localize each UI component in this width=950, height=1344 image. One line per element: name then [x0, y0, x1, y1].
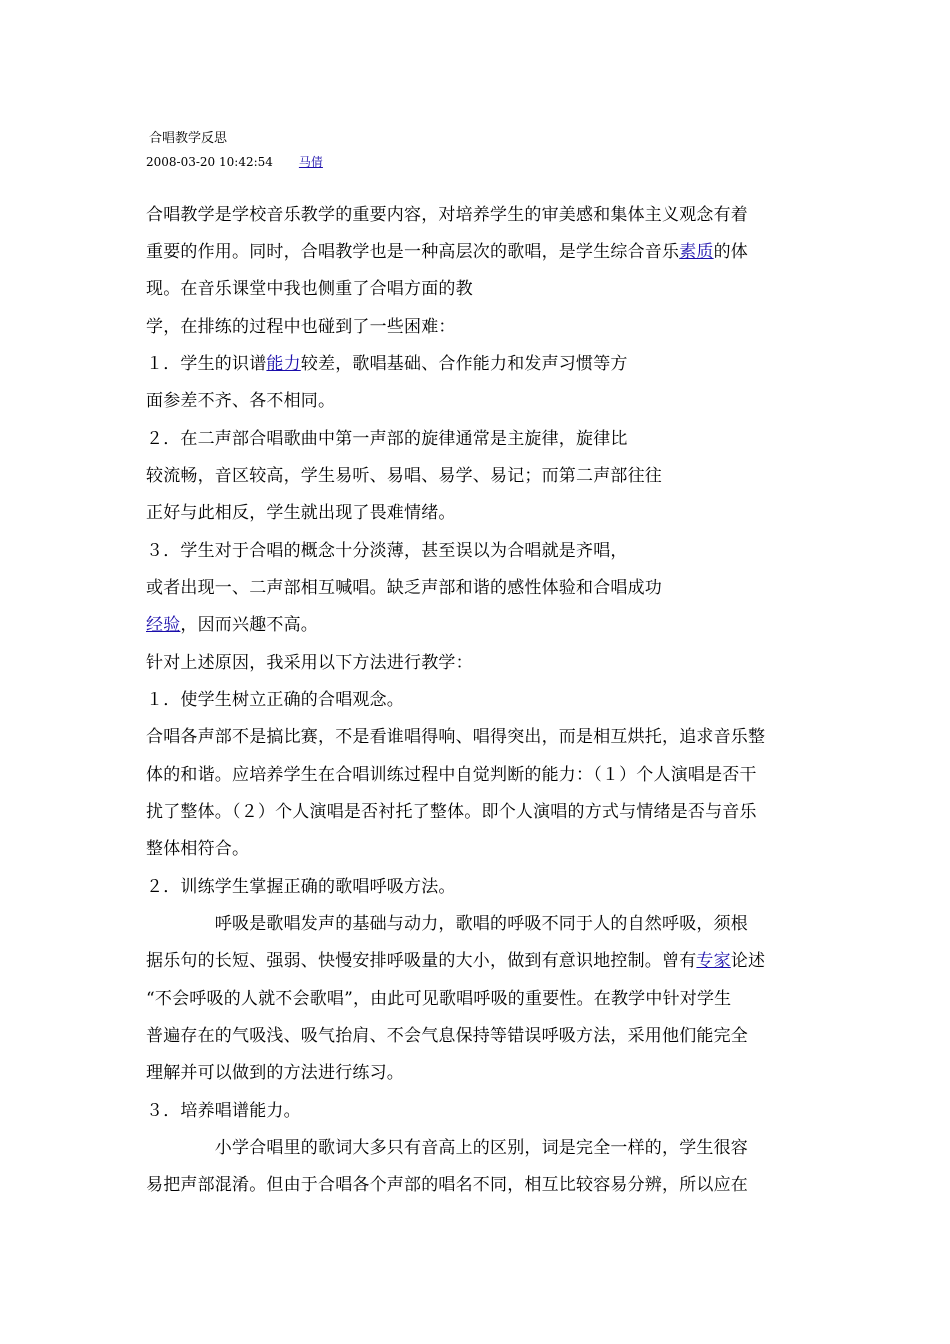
text-line — [146, 1133, 748, 1158]
line-text: 扰了整体。（２）个人演唱是否衬托了整体。即个人演唱的方式与情绪是否与音乐 — [146, 802, 757, 822]
inline-link[interactable]: 经验 — [146, 615, 181, 635]
line-text: 体的和谐。应培养学生在合唱训练过程中自觉判断的能力：（１）个人演唱是否干 — [146, 765, 757, 785]
line-text: 现。在音乐课堂中我也侧重了合唱方面的教 — [146, 279, 473, 299]
text-line — [146, 685, 404, 710]
text-line — [146, 386, 335, 411]
line-text: 面参差不齐、各不相同。 — [146, 391, 336, 411]
article-title: 合唱教学反思 — [149, 131, 228, 146]
line-text: 针对上述原因，我采用以下方法进行教学： — [146, 653, 473, 673]
line-text: 小学合唱里的歌词大多只有音高上的区别，词是完全一样的，学生很容 — [146, 1138, 748, 1158]
line-text: 重要的作用。同时，合唱教学也是一种高层次的歌唱，是学生综合音乐 — [146, 242, 680, 262]
text-line — [146, 312, 456, 337]
text-line — [146, 461, 662, 486]
line-text: 理解并可以做到的方法进行练习。 — [146, 1063, 404, 1083]
text-line — [146, 610, 318, 635]
text-line — [146, 648, 473, 673]
text-line — [146, 946, 765, 971]
line-text: 合唱各声部不是搞比赛，不是看谁唱得响、唱得突出，而是相互烘托，追求音乐整 — [146, 727, 766, 747]
text-line — [146, 200, 748, 225]
line-text: 正好与此相反，学生就出现了畏难情绪。 — [146, 503, 456, 523]
text-line — [146, 760, 757, 785]
line-text: 较流畅，音区较高，学生易听、易唱、易学、易记；而第二声部往往 — [146, 466, 662, 486]
line-text: １．学生的识谱 — [146, 354, 267, 374]
text-line — [146, 797, 757, 822]
line-text: ３．培养唱谱能力。 — [146, 1101, 301, 1121]
line-text: ２．训练学生掌握正确的歌唱呼吸方法。 — [146, 877, 456, 897]
text-line — [146, 909, 748, 934]
text-line — [146, 1096, 301, 1121]
text-line — [146, 984, 731, 1009]
text-line — [146, 872, 456, 897]
line-text: ，因而兴趣不高。 — [180, 615, 319, 635]
line-text: 整体相符合。 — [146, 839, 250, 859]
inline-link[interactable]: 专家 — [696, 951, 731, 971]
text-line — [146, 1170, 748, 1195]
text-line — [146, 274, 473, 299]
line-text: １．使学生树立正确的合唱观念。 — [146, 690, 404, 710]
line-text: 普遍存在的气吸浅、吸气抬肩、不会气息保持等错误呼吸方法，采用他们能完全 — [146, 1026, 748, 1046]
text-line — [146, 237, 748, 262]
line-text: ２．在二声部合唱歌曲中第一声部的旋律通常是主旋律，旋律比 — [146, 429, 628, 449]
line-text: ３．学生对于合唱的概念十分淡薄，甚至误以为合唱就是齐唱， — [146, 541, 628, 561]
line-text: “不会呼吸的人就不会歌唱”，由此可见歌唱呼吸的重要性。在教学中针对学生 — [146, 989, 732, 1009]
text-line — [146, 722, 765, 747]
line-text: 易把声部混淆。但由于合唱各个声部的唱名不同，相互比较容易分辨，所以应在 — [146, 1175, 748, 1195]
line-text: 呼吸是歌唱发声的基础与动力，歌唱的呼吸不同于人的自然呼吸，须根 — [146, 914, 748, 934]
author-link[interactable]: 马倩 — [298, 155, 323, 169]
line-text: 或者出现一、二声部相互喊唱。缺乏声部和谐的感性体验和合唱成功 — [146, 578, 662, 598]
line-text: 学，在排练的过程中也碰到了一些困难： — [146, 317, 456, 337]
text-line — [146, 1058, 404, 1083]
publish-datetime: 2008-03-20 10:42:54 — [146, 155, 273, 169]
article-meta — [146, 153, 323, 170]
text-line — [146, 1021, 748, 1046]
text-line — [146, 536, 628, 561]
inline-link[interactable]: 能力 — [266, 354, 301, 374]
text-line — [146, 834, 249, 859]
line-text: 的体 — [713, 242, 749, 262]
inline-link[interactable]: 素质 — [679, 242, 714, 262]
text-line — [146, 498, 456, 523]
line-text: 合唱教学是学校音乐教学的重要内容，对培养学生的审美感和集体主义观念有着 — [146, 205, 748, 225]
line-text: 论述 — [730, 951, 766, 971]
text-line — [146, 349, 628, 374]
line-text: 据乐句的长短、强弱、快慢安排呼吸量的大小，做到有意识地控制。曾有 — [146, 951, 697, 971]
text-line — [146, 424, 628, 449]
text-line — [146, 573, 662, 598]
line-text: 较差，歌唱基础、合作能力和发声习惯等方 — [300, 354, 628, 374]
